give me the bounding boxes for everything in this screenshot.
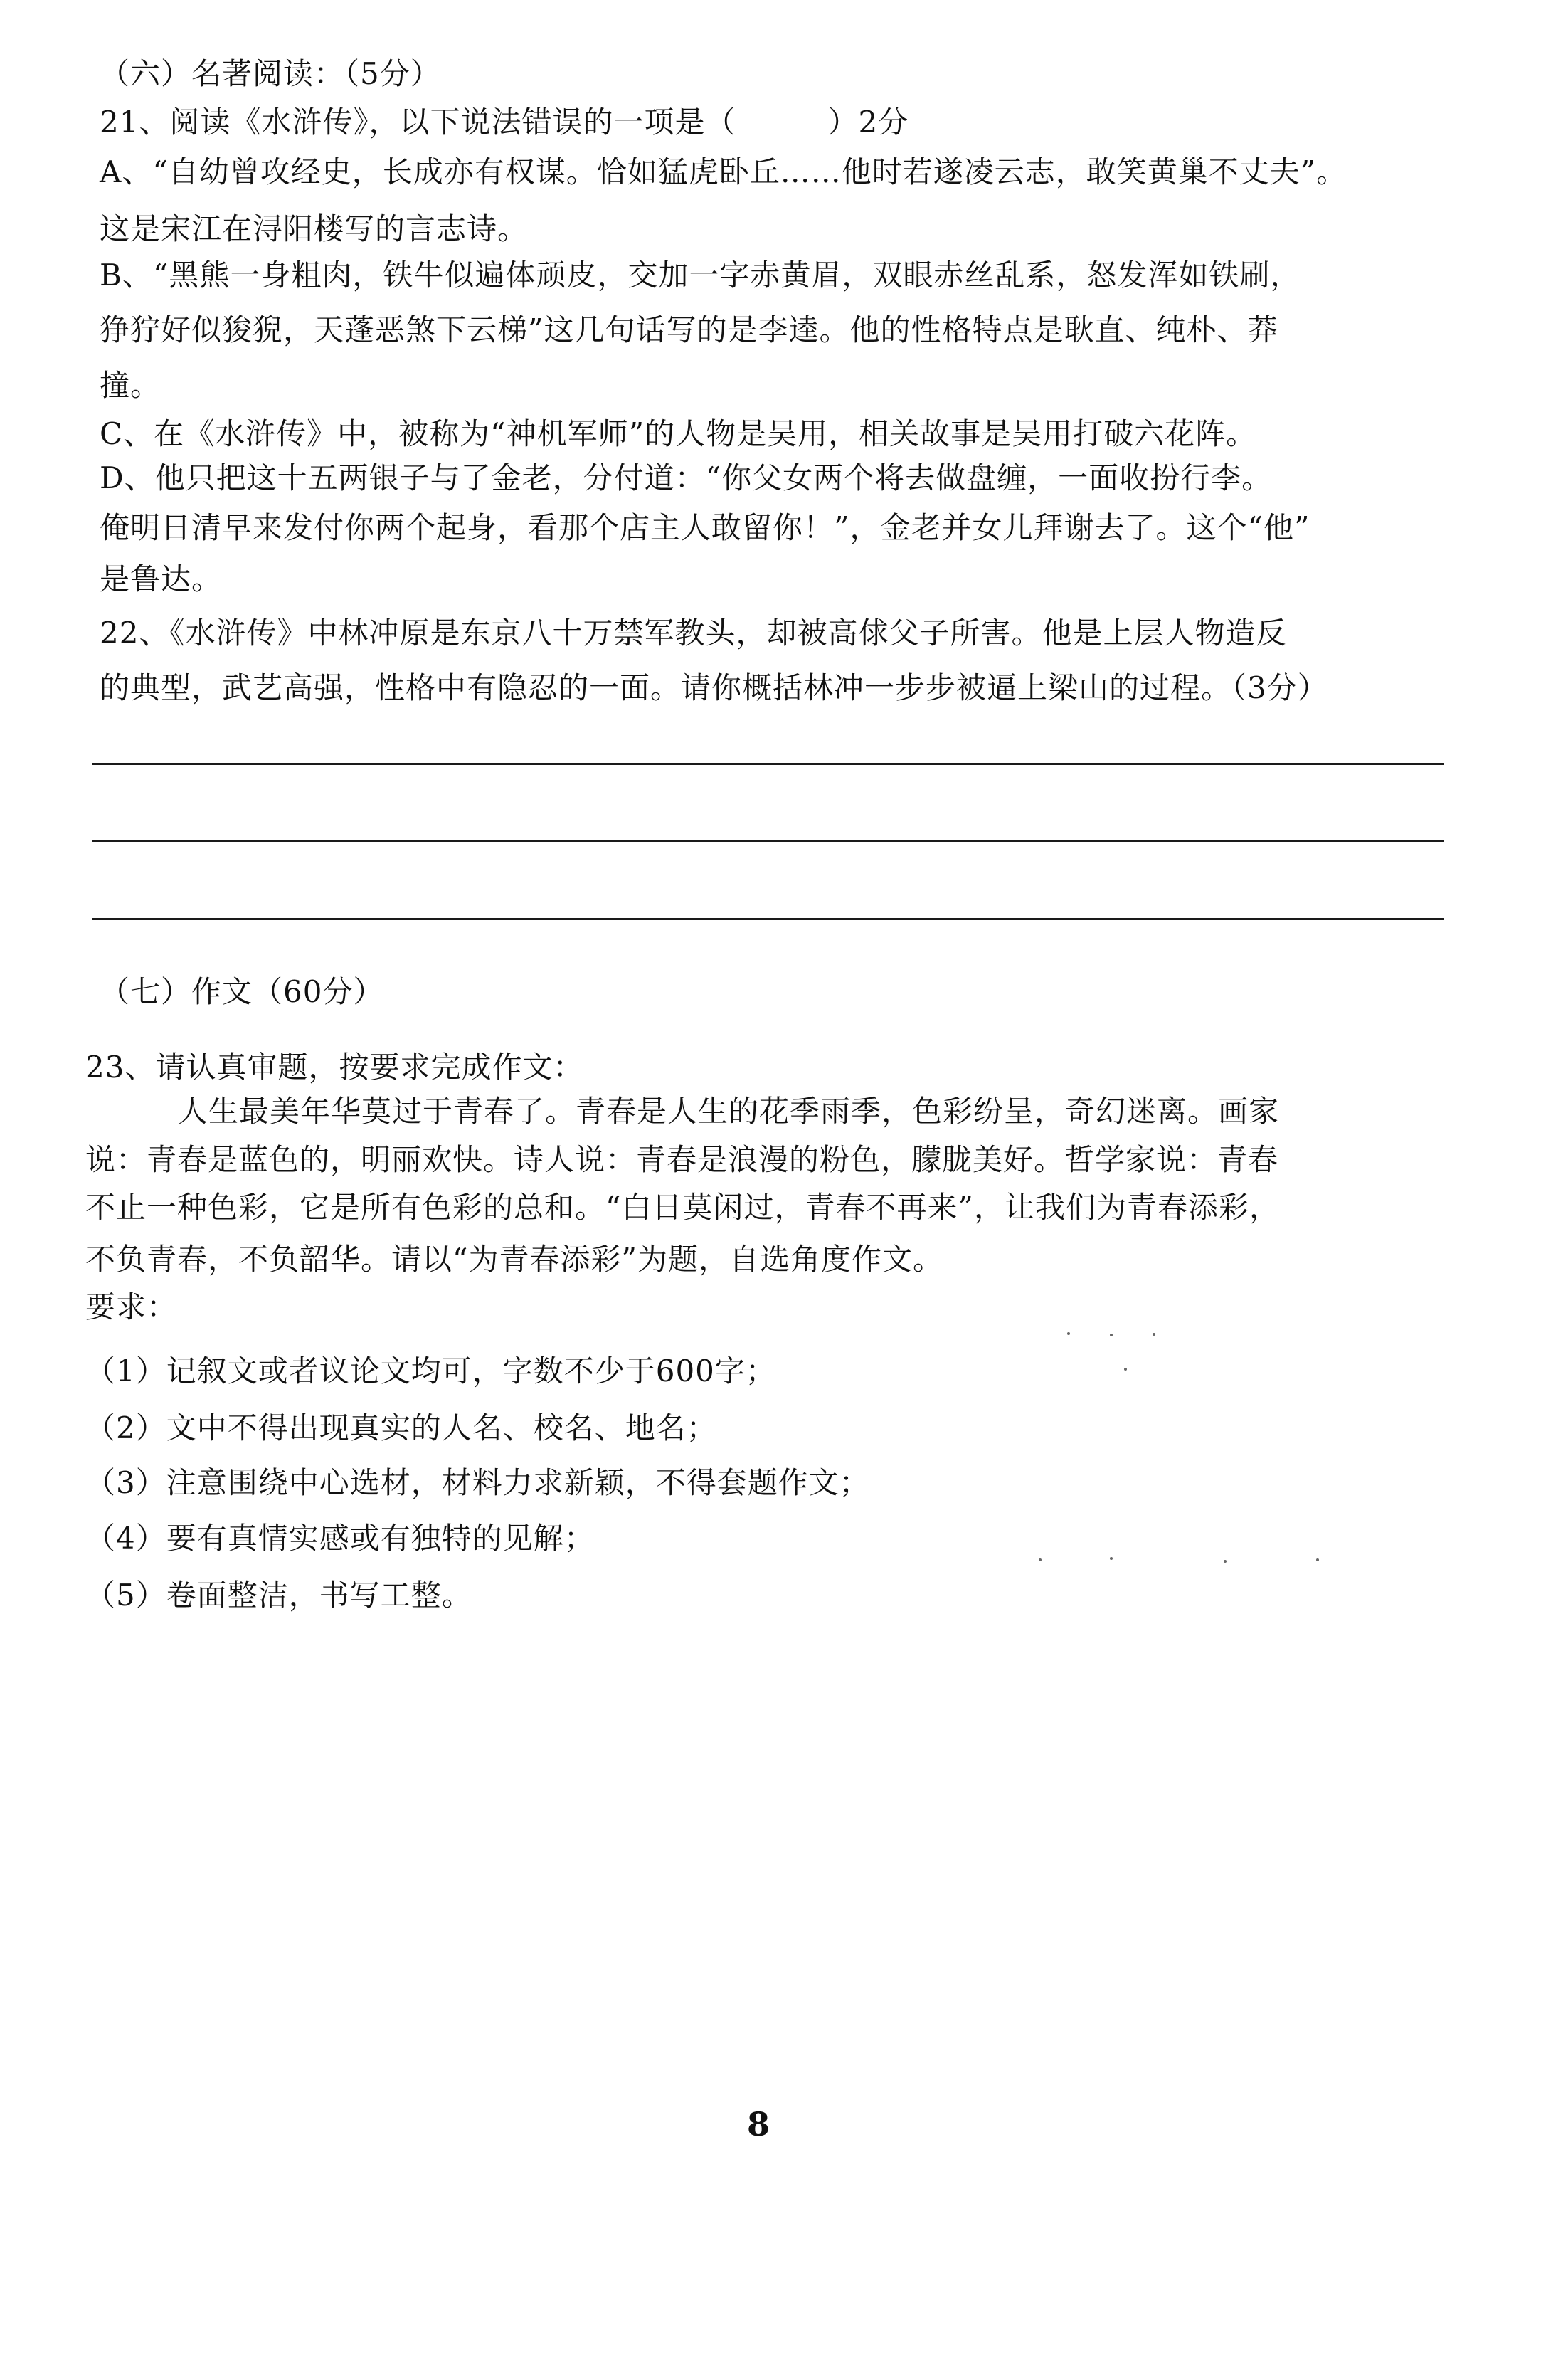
- answer-line-1: [92, 763, 1444, 765]
- question-23-stem: 23、请认真审题，按要求完成作文：: [85, 1050, 584, 1085]
- scan-speck: [1039, 1558, 1042, 1561]
- question-22-line-2: 的典型，武艺高强，性格中有隐忍的一面。请你概括林冲一步步被逼上梁山的过程。（3分）: [100, 670, 1328, 705]
- question-21-stem: 21、阅读《水浒传》，以下说法错误的一项是（ ）2分: [100, 105, 909, 139]
- scan-speck: [1110, 1334, 1113, 1336]
- answer-line-3: [92, 918, 1444, 920]
- requirement-5: （5）卷面整洁，书写工整。: [85, 1578, 472, 1613]
- page-number: 8: [747, 2105, 770, 2143]
- requirement-2: （2）文中不得出现真实的人名、校名、地名；: [85, 1410, 717, 1445]
- scan-speck: [1110, 1557, 1113, 1560]
- prompt-line-1: 人生最美年华莫过于青春了。青春是人生的花季雨季，色彩纷呈，奇幻迷离。画家: [178, 1094, 1280, 1129]
- scan-speck: [1153, 1333, 1155, 1336]
- prompt-line-4: 不负青春，不负韶华。请以“为青春添彩”为题，自选角度作文。: [85, 1242, 943, 1277]
- section-6-heading: （六）名著阅读：（5分）: [100, 56, 441, 91]
- question-21-option-c: C、在《水浒传》中，被称为“神机军师”的人物是吴用，相关故事是吴用打破六花阵。: [100, 416, 1257, 451]
- scan-speck: [1224, 1560, 1227, 1563]
- prompt-line-3: 不止一种色彩，它是所有色彩的总和。“白日莫闲过，青春不再来”，让我们为青春添彩，: [85, 1190, 1280, 1225]
- section-7-heading: （七）作文（60分）: [100, 974, 384, 1009]
- requirements-label: 要求：: [85, 1289, 178, 1324]
- question-21-option-b-line-3: 撞。: [100, 368, 161, 403]
- requirement-3: （3）注意围绕中心选材，材料力求新颖，不得套题作文；: [85, 1465, 870, 1500]
- prompt-line-2: 说：青春是蓝色的，明丽欢快。诗人说：青春是浪漫的粉色，朦胧美好。哲学家说：青春: [85, 1142, 1279, 1177]
- question-21-option-d-line-2: 俺明日清早来发付你两个起身，看那个店主人敢留你！”，金老并女儿拜谢去了。这个“他”: [100, 510, 1310, 545]
- question-21-option-a-line-1: A、“自幼曾攻经史，长成亦有权谋。恰如猛虎卧丘……他时若遂凌云志，敢笑黄巢不丈夫”。: [100, 154, 1347, 189]
- answer-line-2: [92, 840, 1444, 842]
- question-22-line-1: 22、《水浒传》中林冲原是东京八十万禁军教头，却被高俅父子所害。他是上层人物造反: [100, 616, 1287, 650]
- scan-speck: [1067, 1332, 1070, 1335]
- scan-speck: [1316, 1558, 1319, 1561]
- question-21-option-d-line-3: 是鲁达。: [100, 561, 223, 596]
- scan-speck: [1124, 1368, 1127, 1371]
- question-21-option-a-line-2: 这是宋江在浔阳楼写的言志诗。: [100, 211, 529, 246]
- requirement-4: （4）要有真情实感或有独特的见解；: [85, 1521, 595, 1556]
- question-21-option-b-line-2: 狰狞好似狻猊，天蓬恶煞下云梯”这几句话写的是李逵。他的性格特点是耿直、纯朴、莽: [100, 312, 1278, 347]
- question-21-option-d-line-1: D、他只把这十五两银子与了金老，分付道：“你父女两个将去做盘缠，一面收扮行李。: [100, 460, 1273, 495]
- requirement-1: （1）记叙文或者议论文均可，字数不少于600字；: [85, 1354, 776, 1388]
- question-21-option-b-line-1: B、“黑熊一身粗肉，铁牛似遍体顽皮，交加一字赤黄眉，双眼赤丝乱系，怒发浑如铁刷，: [100, 258, 1301, 292]
